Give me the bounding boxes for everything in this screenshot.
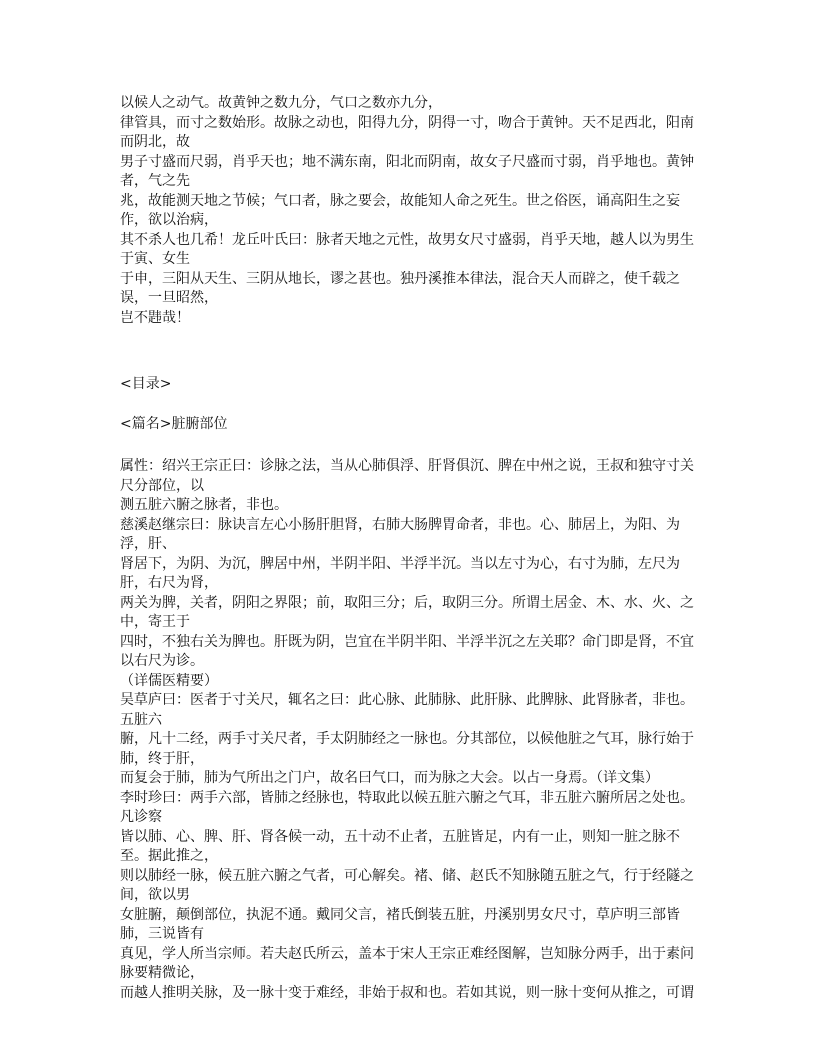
- text-line: 而复会于肺，肺为气所出之门户，故名曰气口，而为脉之大会。以占一身焉。（详文集）: [120, 770, 659, 786]
- intro-passage: [120, 94, 700, 328]
- text-line: 则以肺经一脉，候五脏六腑之气者，可心解矣。褚、储、赵氏不知脉随五脏之气，行于经隧之间，欲以男: [120, 867, 694, 903]
- main-passage: [120, 457, 700, 1003]
- text-line: 肾居下，为阴、为沉，脾居中州，半阴半阳、半浮半沉。当以左寸为心，右寸为肺，左尺为肝，右尺为肾，: [120, 555, 680, 591]
- section-title: <篇名>脏腑部位: [120, 415, 228, 432]
- text-line: 兆，故能测天地之节候；气口者，脉之要会，故能知人命之死生。世之俗医，诵高阳生之妄作，欲以治病，: [120, 192, 680, 228]
- spacer: [120, 395, 700, 415]
- text-line: 两关为脾，关者，阴阳之界限；前，取阳三分；后，取阴三分。所谓土居金、木、水、火、之中，寄王于: [120, 594, 694, 630]
- text-line: 腑，凡十二经，两手寸关尺者，手太阴肺经之一脉也。分其部位，以候他脏之气耳，脉行始于肺，终于肝，: [120, 731, 694, 767]
- text-line: 吴草庐曰：医者于寸关尺，辄名之曰：此心脉、此肺脉、此肝脉、此脾脉、此肾脉者，非也。五脏六: [120, 692, 694, 728]
- text-line: 男子寸盛而尺弱，肖乎天也；地不满东南，阳北而阴南，故女子尺盛而寸弱，肖乎地也。黄钟者，气之先: [120, 153, 694, 189]
- text-line: 女脏腑，颠倒部位，执泥不通。戴同父言，褚氏倒装五脏，丹溪别男女尺寸，草庐明三部皆肺，三说皆有: [120, 906, 680, 942]
- document-page: [120, 94, 700, 1003]
- toc-label: <目录>: [120, 376, 172, 392]
- text-line: 李时珍曰：两手六部，皆肺之经脉也，特取此以候五脏六腑之气耳，非五脏六腑所居之处也。凡诊察: [120, 789, 694, 825]
- text-line: 以候人之动气。故黄钟之数九分，气口之数亦九分，: [120, 95, 442, 111]
- text-line: 四时，不独右关为脾也。肝既为阴，岂宜在半阴半阳、半浮半沉之左关耶？命门即是肾，不宜以右尺为诊。: [120, 633, 694, 669]
- text-line: 慈溪赵继宗曰：脉诀言左心小肠肝胆肾，右肺大肠脾胃命者，非也。心、肺居上，为阳、为浮，肝、: [120, 516, 680, 552]
- text-line: 皆以肺、心、脾、肝、肾各候一动，五十动不止者，五脏皆足，内有一止，则知一脏之脉不至。据此推之，: [120, 828, 680, 864]
- text-line: 于申，三阳从天生、三阴从地长，谬之甚也。独丹溪推本律法，混合天人而辟之，使千载之误，一旦昭然，: [120, 270, 680, 306]
- text-line: 而越人推明关脉，及一脉十变于难经，非始于叔和也。若如其说，则一脉十变何从推之，可谓: [120, 984, 694, 1001]
- spacer: [120, 328, 700, 375]
- text-line: 测五脏六腑之脉者，非也。: [120, 497, 288, 513]
- text-line: 属性：绍兴王宗正曰：诊脉之法，当从心肺俱浮、肝肾俱沉、脾在中州之说，王叔和独守寸关尺分部位，以: [120, 458, 694, 494]
- text-line: 其不杀人也几希！龙丘叶氏曰：脉者天地之元性，故男女尺寸盛弱，肖乎天地，越人以为男生于寅、女生: [120, 231, 694, 267]
- text-line: （详儒医精要）: [120, 672, 218, 689]
- spacer: [120, 434, 700, 457]
- text-line: 岂不韪哉！: [120, 309, 190, 326]
- text-line: 真见，学人所当宗师。若夫赵氏所云，盖本于宋人王宗正难经图解，岂知脉分两手，出于素问脉要精微论，: [120, 945, 694, 981]
- text-line: 律管具，而寸之数始形。故脉之动也，阳得九分，阴得一寸，吻合于黄钟。天不足西北，阳南而阴北，故: [120, 114, 694, 150]
